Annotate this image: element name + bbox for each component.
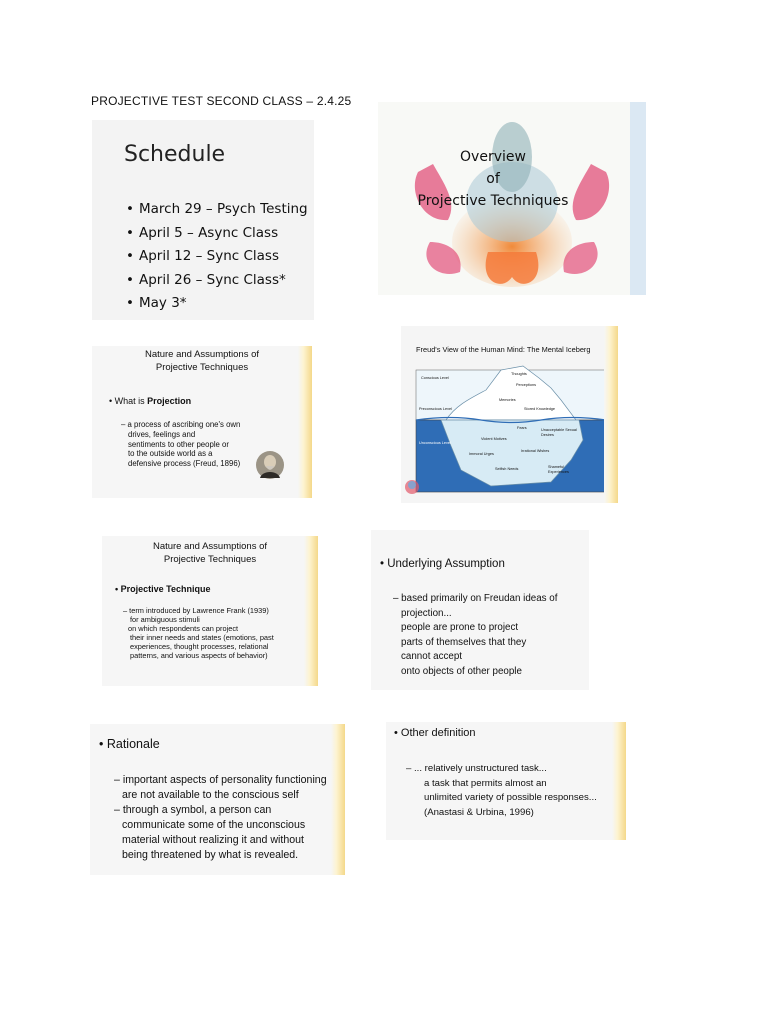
assumption-bullet: • Underlying Assumption [380, 558, 505, 570]
schedule-item: • March 29 – Psych Testing [126, 198, 308, 222]
desc-line: drives, feelings and [128, 429, 196, 439]
overview-line3: Projective Techniques [417, 193, 569, 209]
schedule-list [126, 198, 308, 316]
desc-line: a task that permits almost an [424, 777, 547, 789]
projection-bullet: • What is Projection [109, 396, 192, 406]
desc-line: are not available to the conscious self [122, 788, 299, 801]
slide-projection [92, 346, 312, 498]
desc-line: their inner needs and states (emotions, past [130, 632, 274, 642]
label-memories: Memories [499, 398, 516, 402]
desc-line: (Anastasi & Urbina, 1996) [424, 806, 534, 818]
label-violent: Violent Motives [481, 437, 507, 441]
document-title: PROJECTIVE TEST SECOND CLASS – 2.4.25 [91, 94, 352, 108]
overview-line1: Overview [460, 149, 526, 165]
slide-title-line: Nature and Assumptions of [152, 541, 268, 552]
label-preconscious: Preconscious Level [419, 407, 452, 411]
decorative-blot-icon [401, 476, 423, 498]
label-unacceptable: Unacceptable Sexual Desires [541, 428, 577, 437]
bullet-text: Other definition [400, 727, 476, 739]
bullet-text: Projective Technique [120, 584, 211, 594]
assumption-description [393, 592, 557, 680]
technique-description [123, 607, 274, 660]
rationale-bullet: • Rationale [99, 737, 160, 751]
desc-line: people are prone to project [401, 622, 519, 634]
desc-line: for ambiguous stimuli [130, 614, 200, 624]
desc-line: parts of themselves that they [401, 636, 527, 648]
definition-bullet: • Other definition [394, 727, 476, 739]
desc-line: – a process of ascribing one's own [121, 420, 241, 429]
desc-line: cannot accept [401, 651, 463, 663]
slide-projective-technique [102, 536, 318, 686]
bullet-text: Rationale [106, 737, 160, 751]
slide-iceberg [401, 326, 618, 503]
slide-schedule [92, 120, 314, 320]
bullet-text: Underlying Assumption [387, 558, 505, 570]
slide-heading: Schedule [124, 142, 226, 167]
desc-line: material without realizing it and without [122, 833, 304, 846]
slide-overview [378, 102, 646, 295]
desc-line: defensive process (Freud, 1896) [128, 459, 241, 469]
technique-bullet: • Projective Technique [115, 584, 211, 594]
label-thoughts: Thoughts [511, 372, 527, 376]
schedule-item: • April 26 – Sync Class* [126, 269, 308, 293]
desc-line: sentiments to other people or [128, 439, 229, 449]
desc-line: – ... relatively unstructured task... [406, 763, 547, 774]
schedule-item: • April 5 – Async Class [126, 222, 308, 246]
desc-line: unlimited variety of possible responses... [424, 792, 597, 804]
label-selfish: Selfish Needs [495, 467, 519, 471]
label-immoral: Immoral Urges [469, 452, 494, 456]
overview-line2: of [486, 171, 500, 187]
desc-line: – through a symbol, a person can [114, 803, 272, 816]
iceberg-title: Freud's View of the Human Mind: The Mental Iceberg [416, 345, 591, 354]
bullet-prefix: What is [114, 396, 148, 406]
schedule-item: • May 3* [126, 292, 308, 316]
desc-line: – term introduced by Lawrence Frank (1939) [123, 606, 269, 615]
desc-line: – important aspects of personality functioning [114, 774, 327, 786]
label-fears: Fears [517, 426, 527, 430]
slide-title-line: Projective Techniques [155, 362, 249, 373]
desc-line: onto objects of other people [401, 665, 522, 677]
schedule-item: • April 12 – Sync Class [126, 245, 308, 269]
desc-line: on which respondents can project [128, 623, 239, 633]
rationale-description [114, 773, 327, 862]
label-stored: Stored Knowledge [524, 407, 556, 411]
slide-other-definition [386, 722, 626, 840]
definition-description [406, 762, 597, 820]
desc-line: – based primarily on Freudan ideas of [393, 593, 558, 604]
slide-title-line: Projective Techniques [163, 554, 257, 565]
desc-line: patterns, and various aspects of behavior) [130, 650, 268, 660]
desc-line: projection... [401, 607, 452, 619]
slide-rationale [90, 724, 345, 875]
freud-portrait [255, 450, 285, 480]
bullet-bold: Projection [147, 396, 192, 406]
desc-line: communicate some of the unconscious [122, 818, 306, 831]
label-unconscious: Unconscious Level [419, 441, 451, 445]
projection-description [121, 420, 240, 469]
label-perceptions: Perceptions [516, 383, 537, 387]
slide-underlying-assumption [371, 530, 589, 690]
label-irrational: Irrational Wishes [521, 449, 550, 453]
desc-line: experiences, thought processes, relational [130, 641, 269, 651]
iceberg-diagram [411, 360, 611, 500]
desc-line: being threatened by what is revealed. [122, 848, 299, 861]
label-conscious: Conscious Level [421, 376, 449, 380]
desc-line: to the outside world as a [128, 449, 213, 459]
slide-title-line: Nature and Assumptions of [144, 349, 260, 360]
label-shameful: Shameful Experiences [548, 465, 569, 474]
